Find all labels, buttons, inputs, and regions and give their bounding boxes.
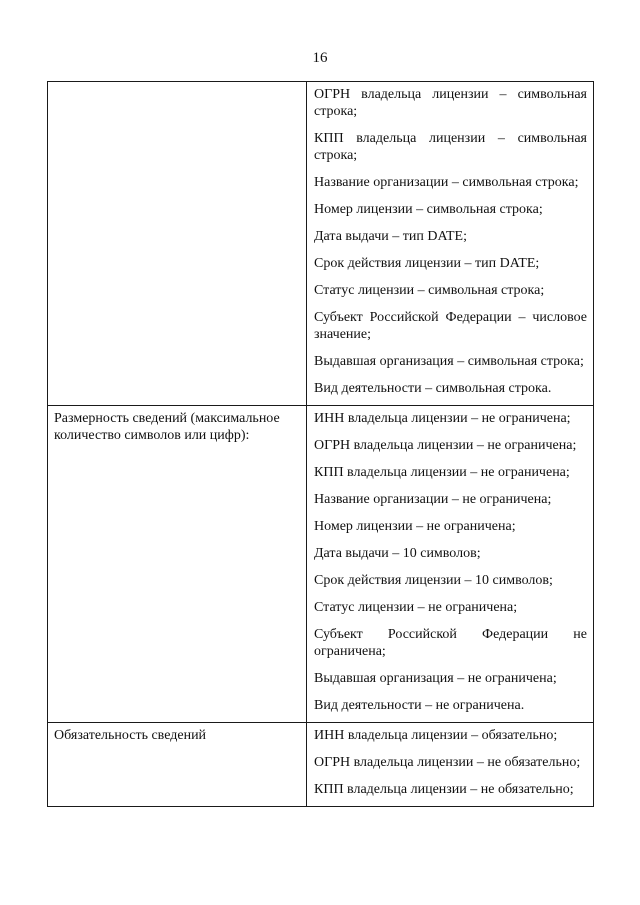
row-label [48, 82, 307, 406]
list-item: ОГРН владельца лицензии – не ограничена; [314, 438, 577, 453]
list-item: Дата выдачи – тип DATE; [314, 229, 467, 244]
row-label: Обязательность сведений [48, 723, 307, 807]
list-item: Выдавшая организация – не ограничена; [314, 671, 557, 686]
list-item: Статус лицензии – не ограничена; [314, 600, 518, 615]
list-item: ИНН владельца лицензии – не ограничена; [314, 411, 571, 426]
list-item: Выдавшая организация – символьная строка; [314, 354, 584, 369]
list-item: Субъект Российской Федерации не ограничена; [314, 627, 587, 659]
list-item: Название организации – символьная строка; [314, 175, 579, 190]
specification-table [47, 81, 594, 807]
list-item: КПП владельца лицензии – не ограничена; [314, 465, 570, 480]
list-item: Вид деятельности – не ограничена. [314, 698, 525, 713]
list-item: КПП владельца лицензии – не обязательно; [314, 782, 574, 797]
row-values [307, 82, 594, 406]
list-item: ОГРН владельца лицензии – символьная строка; [314, 87, 587, 119]
page-number: 16 [312, 50, 328, 66]
list-item: Статус лицензии – символьная строка; [314, 283, 545, 298]
list-item: КПП владельца лицензии – символьная строка; [314, 131, 587, 163]
list-item: Название организации – не ограничена; [314, 492, 552, 507]
table-row-data-types [48, 82, 594, 406]
list-item: Номер лицензии – не ограничена; [314, 519, 516, 534]
list-item: Дата выдачи – 10 символов; [314, 546, 481, 561]
row-values [307, 723, 594, 807]
row-values [307, 406, 594, 723]
list-item: Срок действия лицензии – 10 символов; [314, 573, 553, 588]
list-item: Субъект Российской Федерации – числовое значение; [314, 310, 587, 342]
list-item: Номер лицензии – символьная строка; [314, 202, 543, 217]
list-item: Вид деятельности – символьная строка. [314, 381, 552, 396]
list-item: ОГРН владельца лицензии – не обязательно; [314, 755, 581, 770]
row-label: Размерность сведений (максимальное количество символов или цифр): [48, 406, 307, 723]
list-item: ИНН владельца лицензии – обязательно; [314, 728, 558, 743]
table-row-dimensions [48, 406, 594, 723]
list-item: Срок действия лицензии – тип DATE; [314, 256, 540, 271]
table-row-mandatory [48, 723, 594, 807]
